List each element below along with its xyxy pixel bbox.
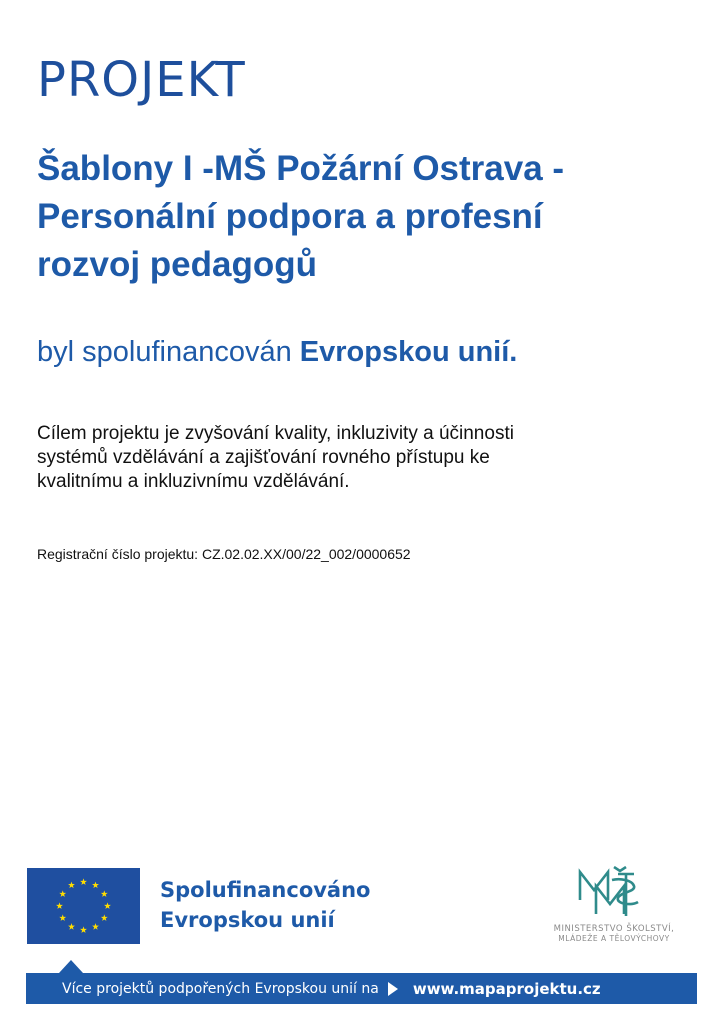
footer-notch bbox=[59, 960, 83, 973]
project-goal-line: Cílem projektu je zvyšování kvality, inkluzivity a účinnosti bbox=[37, 423, 514, 444]
eu-cofunded-line: Spolufinancováno bbox=[160, 878, 371, 902]
ministry-name-line: MINISTERSTVO ŠKOLSTVÍ, bbox=[553, 924, 675, 934]
play-arrow-icon bbox=[387, 982, 399, 996]
eu-cofunded-label bbox=[160, 875, 370, 935]
project-title-line: Personální podpora a profesní bbox=[37, 197, 543, 236]
footer-text: Více projektů podpořených Evropskou unií na bbox=[62, 980, 379, 997]
footer-bar bbox=[26, 973, 697, 1004]
registration-number: Registrační číslo projektu: CZ.02.02.XX/00/22_002/0000652 bbox=[37, 546, 411, 562]
ministry-name-line: MLÁDEŽE A TĚLOVÝCHOVY bbox=[558, 934, 670, 943]
funding-highlight: Evropskou unií. bbox=[299, 336, 518, 368]
funding-statement bbox=[37, 336, 517, 369]
project-title-line: Šablony I -MŠ Požární Ostrava - bbox=[37, 149, 565, 188]
project-goal-line: systémů vzdělávání a zajišťování rovného přístupu ke bbox=[37, 447, 490, 468]
project-goal-line: kvalitnímu a inkluzivnímu vzdělávání. bbox=[37, 471, 350, 492]
ministry-logo bbox=[534, 866, 694, 946]
msmt-logo-icon bbox=[576, 866, 654, 922]
funding-prefix: byl spolufinancován bbox=[37, 336, 300, 368]
eu-flag-icon bbox=[27, 868, 140, 944]
project-goal bbox=[37, 422, 677, 494]
page-heading: PROJEKT bbox=[37, 52, 246, 108]
eu-cofunded-line: Evropskou unií bbox=[160, 908, 335, 932]
project-title-line: rozvoj pedagogů bbox=[37, 245, 317, 284]
project-title bbox=[37, 145, 687, 289]
footer-link[interactable]: www.mapaprojektu.cz bbox=[412, 979, 601, 998]
